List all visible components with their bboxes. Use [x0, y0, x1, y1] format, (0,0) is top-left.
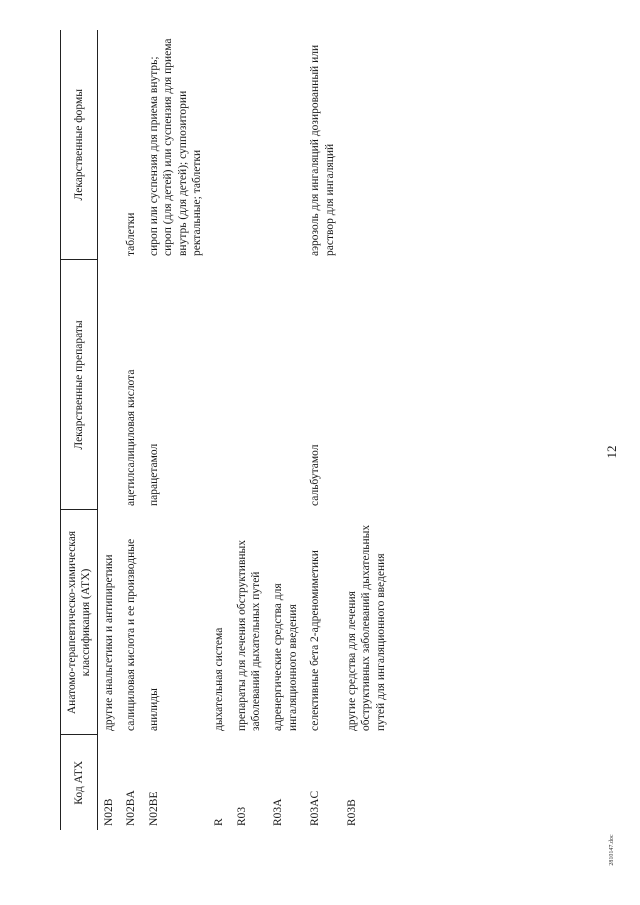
cell-code: R03AC — [309, 790, 322, 826]
table-row — [120, 30, 142, 830]
table-row — [341, 30, 392, 830]
cell-forms — [98, 30, 121, 260]
cell-forms — [267, 30, 304, 260]
cell-atc: анилиды — [147, 688, 160, 731]
cell-drugs — [231, 260, 268, 510]
cell-code: N02B — [103, 798, 115, 826]
cell-drugs — [208, 260, 230, 510]
cell-atc: селективные бета 2-адреномиметики — [309, 550, 322, 731]
header-forms: Лекарственные формы — [61, 30, 98, 260]
cell-code: N02BA — [125, 790, 138, 826]
table-row — [231, 30, 268, 830]
cell-atc: салициловая кислота и ее производные — [125, 538, 138, 731]
cell-drugs: ацетилсалициловая кислота — [125, 369, 138, 506]
cell-drugs — [98, 260, 121, 510]
cell-forms: таблетки — [125, 212, 138, 256]
table-row — [98, 30, 121, 830]
cell-forms — [341, 30, 392, 260]
atc-table-container — [60, 30, 560, 830]
cell-atc: адренергические средства для ингаляционного введения — [272, 583, 299, 731]
cell-forms — [208, 30, 230, 260]
cell-atc: препараты для лечения обструктивных заболеваний дыхательных путей — [235, 539, 262, 731]
cell-drugs: парацетамол — [147, 443, 160, 506]
header-atc: Анатомо-терапевтическо-химическая классификация (АТХ) — [61, 510, 98, 735]
atc-table-rotated — [60, 30, 560, 830]
document-filename: 2810147.doc — [609, 834, 615, 866]
cell-drugs: сальбутамол — [309, 444, 322, 506]
cell-atc: другие средства для лечения обструктивных заболеваний дыхательных путей для ингаляционного введения — [345, 524, 387, 731]
table-body — [98, 30, 393, 830]
header-code: Код АТХ — [61, 735, 98, 830]
cell-code: R — [213, 818, 226, 826]
table-row — [267, 30, 304, 830]
cell-code: N02BE — [147, 791, 160, 826]
table-header-row — [61, 30, 98, 830]
cell-code: R03 — [235, 806, 248, 826]
cell-forms: сироп или суспензия для приема внутрь; сироп (для детей) или суспензия для приема внутрь (для детей); суппозитории ректальные; таблетки — [147, 38, 203, 256]
table-row — [208, 30, 230, 830]
cell-code: R03A — [272, 798, 285, 826]
cell-code: R03B — [345, 799, 358, 826]
cell-forms: аэрозоль для ингаляций дозированный или раствор для ингаляций — [309, 44, 336, 256]
cell-drugs — [267, 260, 304, 510]
cell-forms — [231, 30, 268, 260]
table-row — [143, 30, 209, 830]
header-drugs: Лекарственные препараты — [61, 260, 98, 510]
page-number: 12 — [604, 445, 619, 459]
cell-drugs — [341, 260, 392, 510]
atc-table — [60, 30, 392, 830]
cell-atc: другие анальгетики и антипиретики — [103, 554, 115, 731]
table-row — [304, 30, 341, 830]
cell-atc: дыхательная система — [213, 627, 226, 731]
